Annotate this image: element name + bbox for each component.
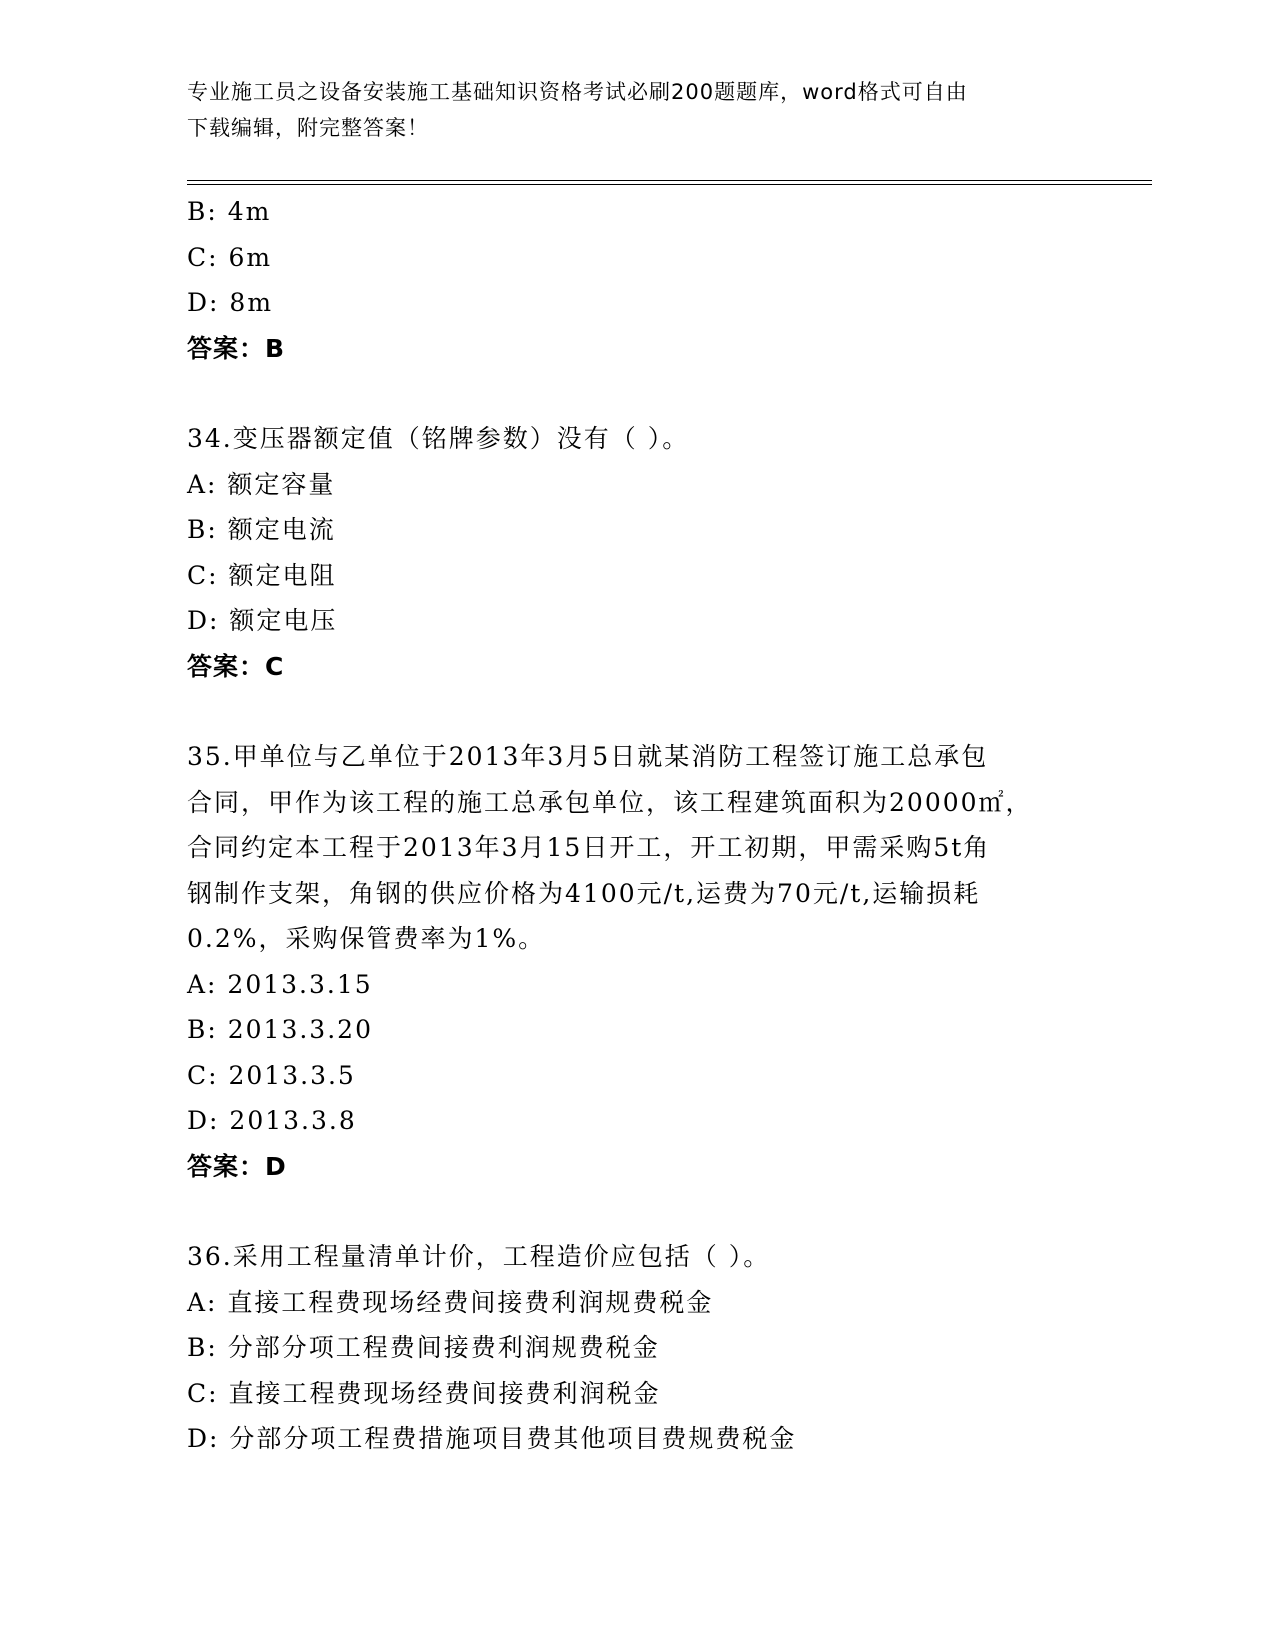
option-c: C: 2013.3.5 [187,1060,356,1090]
option-b: B: 额定电流 [187,515,336,544]
question-stem-line: 合同约定本工程于2013年3月15日开工，开工初期，甲需采购5t角 [187,833,991,862]
option-b: B: 分部分项工程费间接费利润规费税金 [187,1333,660,1362]
question-stem: 34.变压器额定值（铭牌参数）没有（ ）。 [187,424,690,453]
option-c: C: 额定电阻 [187,560,337,590]
question-stem-line: 0.2%，采购保管费率为1%。 [187,924,546,953]
option-b: B: 4m [187,197,272,226]
option-d: D: 分部分项工程费措施项目费其他项目费规费税金 [187,1424,797,1453]
question-34 [187,416,1087,689]
question-36 [187,1234,1087,1462]
option-b: B: 2013.3.20 [187,1015,373,1044]
spacer [187,689,1087,734]
answer: 答案：B [187,333,286,363]
option-a: A: 直接工程费现场经费间接费利润规费税金 [187,1287,714,1317]
header-title-line-2: 下载编辑，附完整答案！ [187,116,429,140]
option-c: C: 直接工程费现场经费间接费利润税金 [187,1378,661,1408]
option-a: A: 额定容量 [187,469,336,499]
option-c: C: 6m [187,242,273,272]
question-stem-line: 35.甲单位与乙单位于2013年3月5日就某消防工程签订施工总承包 [187,742,989,771]
question-stem: 36.采用工程量清单计价，工程造价应包括（ ）。 [187,1242,771,1271]
question-35 [187,734,1087,1189]
option-d: D: 8m [187,288,274,317]
question-stem-line: 合同，甲作为该工程的施工总承包单位，该工程建筑面积为20000㎡， [187,787,1033,817]
header-divider [187,180,1152,185]
option-d: D: 2013.3.8 [187,1106,357,1135]
option-d: D: 额定电压 [187,606,338,635]
answer: 答案：D [187,1151,287,1181]
answer: 答案：C [187,651,285,681]
document-body [187,189,1087,1462]
question-stem-line: 钢制作支架，角钢的供应价格为4100元/t,运费为70元/t,运输损耗 [187,878,981,908]
page-header [187,74,1067,146]
question-33-continued [187,189,1087,371]
option-a: A: 2013.3.15 [187,969,373,999]
header-title-line-1: 专业施工员之设备安装施工基础知识资格考试必刷200题题库，word格式可自由 [187,80,968,104]
spacer [187,371,1087,416]
spacer [187,1189,1087,1234]
